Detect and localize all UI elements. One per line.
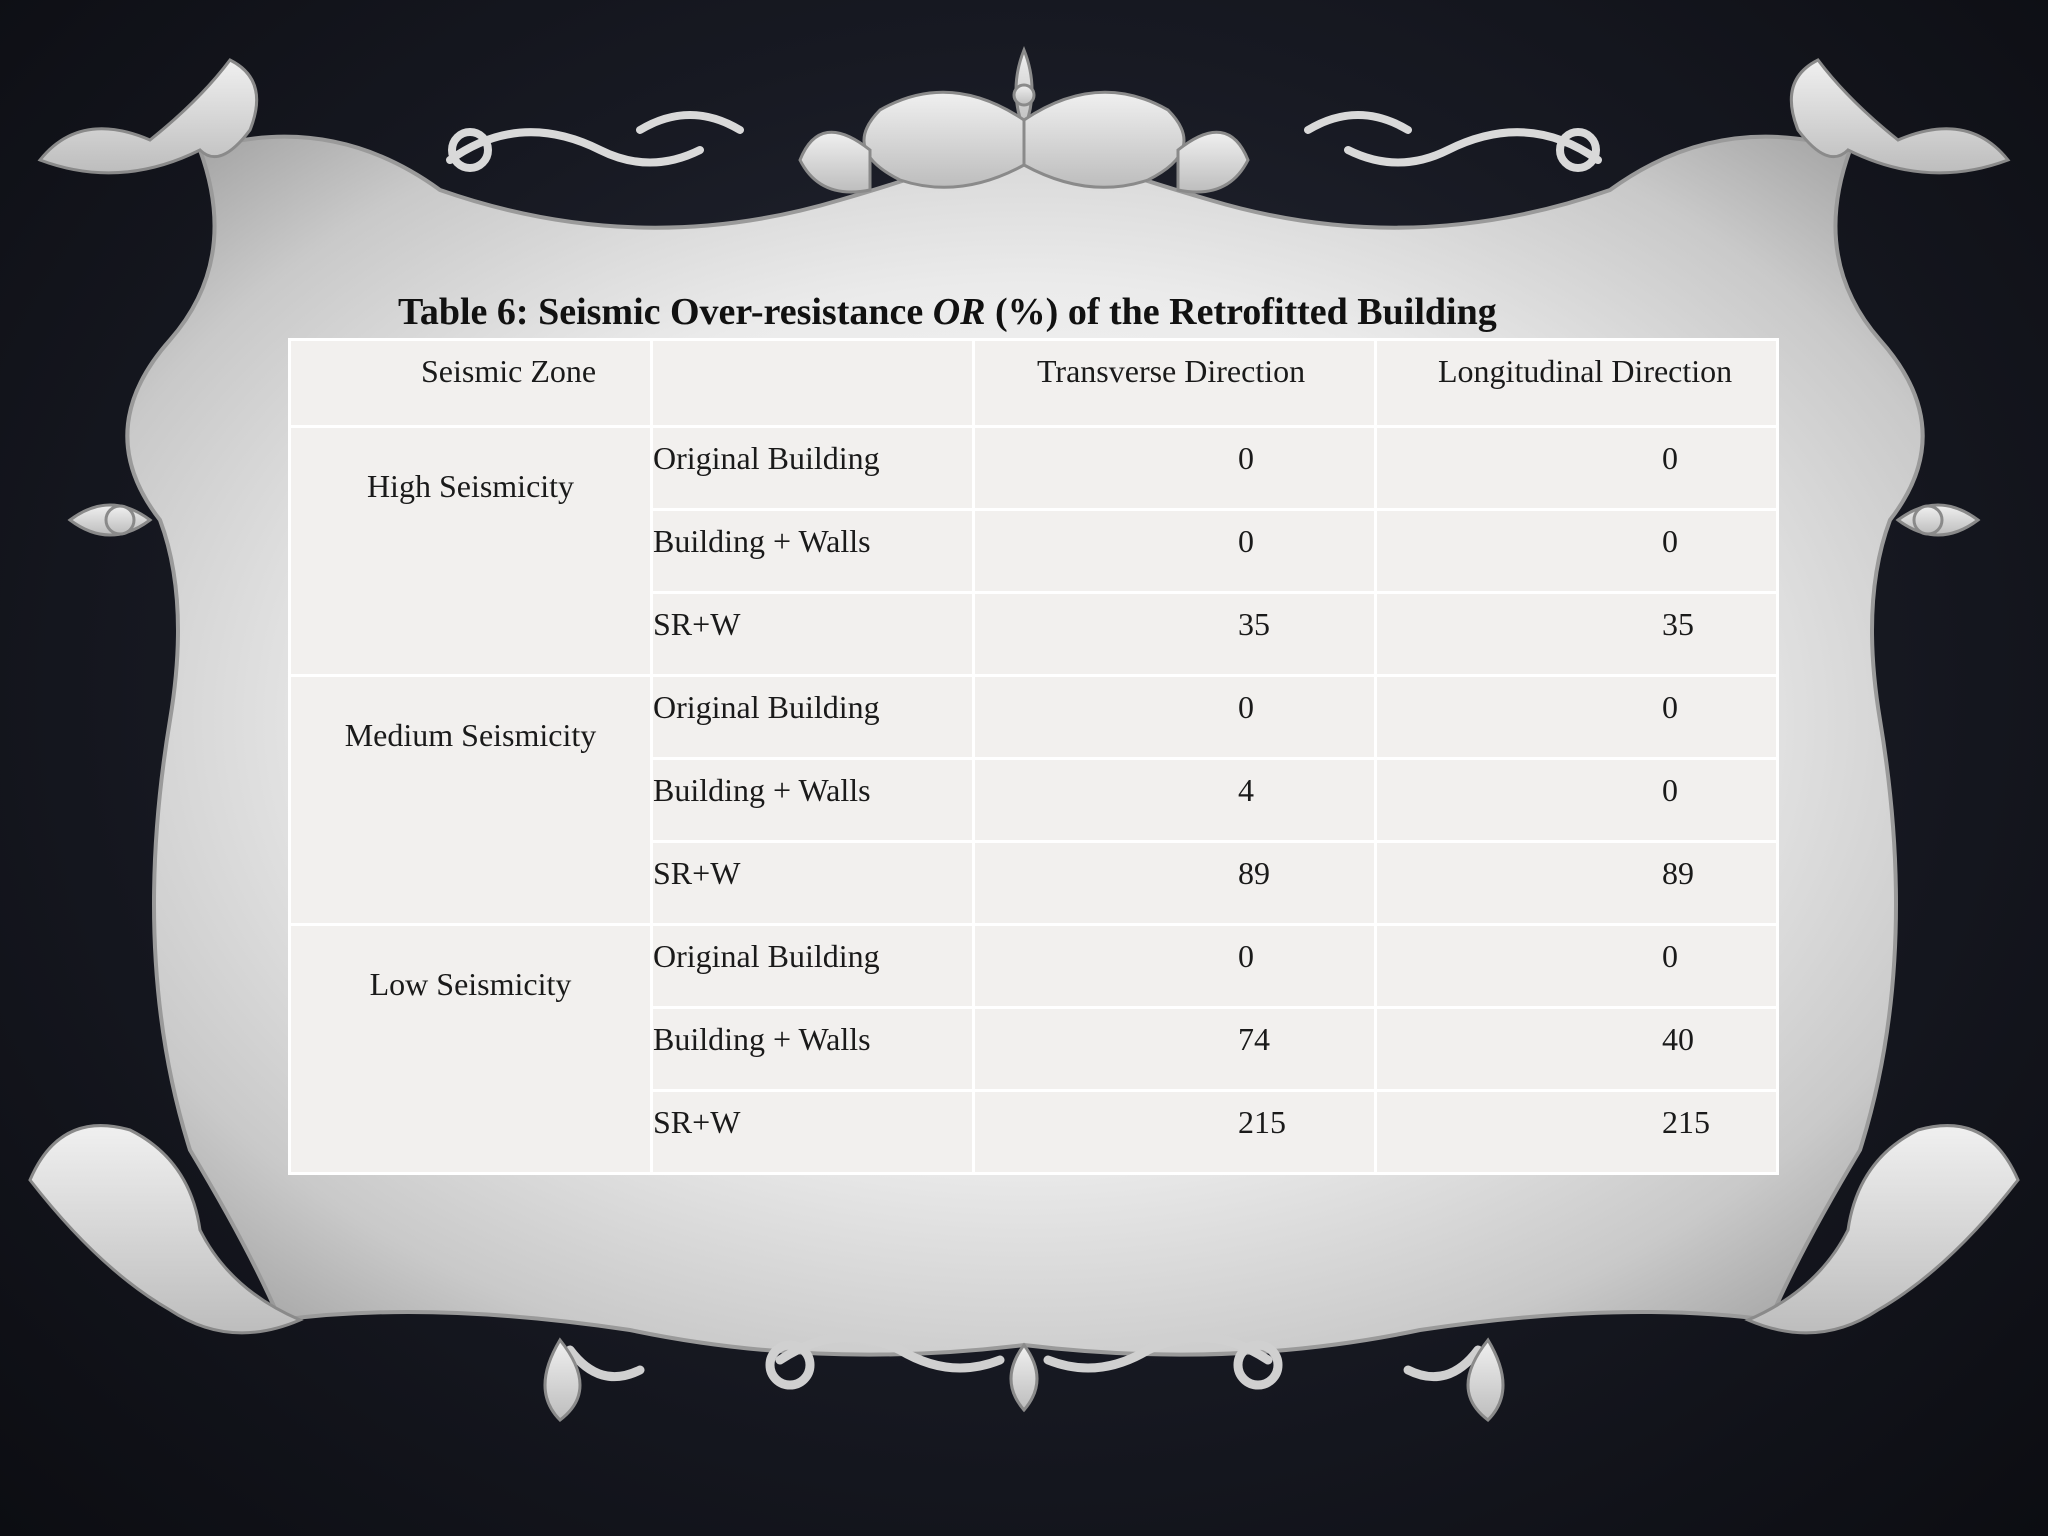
table-row: [290, 676, 1778, 759]
longitudinal-value: 0: [1376, 759, 1778, 842]
table-title: [398, 286, 1698, 338]
case-cell: SR+W: [652, 842, 974, 925]
transverse-value: 4: [974, 759, 1376, 842]
case-cell: SR+W: [652, 593, 974, 676]
header-transverse-direction: Transverse Direction: [974, 340, 1376, 427]
case-cell: Building + Walls: [652, 510, 974, 593]
case-cell: Original Building: [652, 925, 974, 1008]
longitudinal-value: 89: [1376, 842, 1778, 925]
table-header-row: [290, 340, 1778, 427]
transverse-value: 0: [974, 925, 1376, 1008]
transverse-value: 0: [974, 676, 1376, 759]
longitudinal-value: 0: [1376, 676, 1778, 759]
table-row: [290, 427, 1778, 510]
longitudinal-value: 215: [1376, 1091, 1778, 1174]
longitudinal-value: 35: [1376, 593, 1778, 676]
transverse-value: 0: [974, 427, 1376, 510]
header-case: [652, 340, 974, 427]
case-cell: SR+W: [652, 1091, 974, 1174]
zone-low-seismicity: Low Seismicity: [290, 925, 652, 1174]
case-cell: Original Building: [652, 427, 974, 510]
longitudinal-value: 0: [1376, 925, 1778, 1008]
table-row: [290, 925, 1778, 1008]
case-cell: Original Building: [652, 676, 974, 759]
transverse-value: 0: [974, 510, 1376, 593]
zone-medium-seismicity: Medium Seismicity: [290, 676, 652, 925]
case-cell: Building + Walls: [652, 1008, 974, 1091]
title-prefix: Table 6: Seismic Over-resistance: [398, 291, 933, 333]
header-longitudinal-direction: Longitudinal Direction: [1376, 340, 1778, 427]
transverse-value: 74: [974, 1008, 1376, 1091]
transverse-value: 215: [974, 1091, 1376, 1174]
longitudinal-value: 40: [1376, 1008, 1778, 1091]
longitudinal-value: 0: [1376, 427, 1778, 510]
bottom-center-ornament: [545, 1340, 1503, 1420]
header-seismic-zone: Seismic Zone: [290, 340, 652, 427]
transverse-value: 35: [974, 593, 1376, 676]
seismic-over-resistance-table: [288, 338, 1779, 1175]
transverse-value: 89: [974, 842, 1376, 925]
zone-high-seismicity: High Seismicity: [290, 427, 652, 676]
title-italic-or: OR: [932, 291, 986, 333]
title-suffix: (%) of the Retrofitted Building: [985, 291, 1497, 333]
longitudinal-value: 0: [1376, 510, 1778, 593]
case-cell: Building + Walls: [652, 759, 974, 842]
